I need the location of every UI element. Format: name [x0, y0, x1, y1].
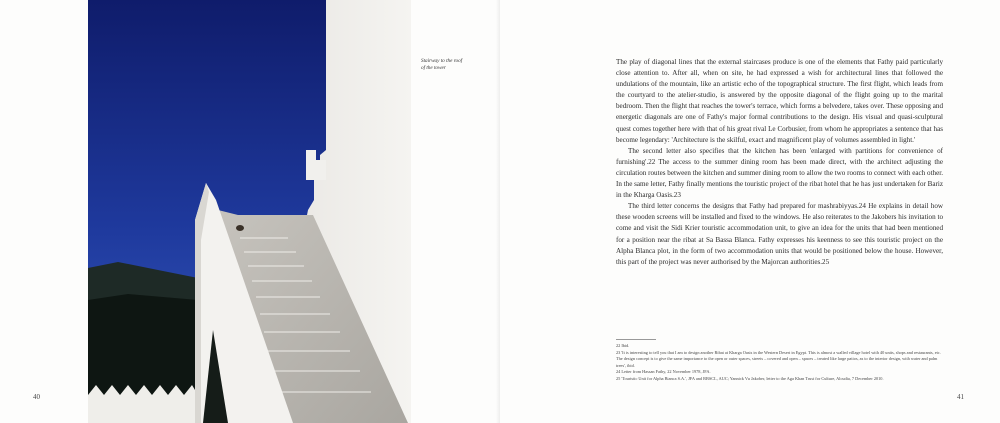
stairway-photo: [88, 0, 411, 423]
page-number-left: 40: [33, 393, 40, 401]
footnotes: [616, 339, 943, 383]
paragraph-3: The third letter concerns the designs that Fathy had prepared for mashrabiyyas.24 He explains in detail how these wooden screens will be installed and fixed to the windows. He also reiterates to the Jakobers his invitation to come and visit the Sidi Krier touristic accommodation unit, to give an idea for the units that had been mentioned for a position near the ribat at Sa Bassa Blanca. Fathy expresses his keenness to see this touristic project on the Alpha Blanca plot, in the form of two accommodation units that would be positioned below the house. However, this part of the project was never authorised by the Majorcan authorities.25: [616, 202, 943, 266]
footnote-22: 22 Ibid.: [616, 343, 630, 348]
footnote-24: 24 Letter from Hassan Fathy, 22 November 1978, JFA.: [616, 369, 711, 375]
footnote-rule: [616, 339, 656, 340]
footnote-23: 23 'It is interesting to tell you that I am to design another Ribat at Kharga Oasis in the Western Desert in Egypt. This is almost a walled village hotel with 40 units, shops and restaurants, etc. The design concept is to give the same importance to the open or outer spaces, streets – covered and open – spaces – treated like large patios, as to the interior design, with water and palm trees', ibid.: [616, 349, 941, 368]
caption-line-1: Stairway to the roof: [421, 58, 463, 64]
photo-caption: [421, 58, 491, 72]
footnote-25: 25 'Touristic Unit for Alpha Bianca S.A.', JFA and RBSCL, AUC; Yannick Vu Jakober, letter to the Aga Khan Trust for Culture, Alcudia, 7 December 2010.: [616, 375, 884, 381]
paragraph-2: The second letter also specifies that the kitchen has been 'enlarged with partitions for convenience of furnishing'.22 The access to the summer dining room has been made direct, with the architect adjusting the circulation routes between the kitchen and summer dining room to allow the two rooms to connect with each other. In the same letter, Fathy finally mentions the touristic project of the ribat hotel that he has just undertaken for Bariz in the Kharga Oasis.23: [616, 146, 943, 200]
caption-line-2: of the tower: [421, 65, 446, 71]
paragraph-1: The play of diagonal lines that the external staircases produce is one of the elements that Fathy paid particularly close attention to. After all, when on site, he had expressed a wish for architectural lines that followed the undulations of the mountain, like an artistic echo of the topographical structure. The first flight, which leads from the courtyard to the atelier-studio, is answered by the opposite diagonal of the flight going up to the marital bedroom. Then the flight that reaches the tower's terrace, which forms a belvedere, takes over. These opposing and energetic diagonals are one of Fathy's major formal contributions to the design. His visual and quasi-sculptural quest comes together here with that of his great rival Le Corbusier, from whom he appropriates a sentence that has become legendary: 'Architecture is the skilful, exact and magnificent play of volumes assembled in light.': [616, 58, 943, 144]
body-text: [616, 57, 943, 268]
page-number-right: 41: [957, 393, 964, 401]
